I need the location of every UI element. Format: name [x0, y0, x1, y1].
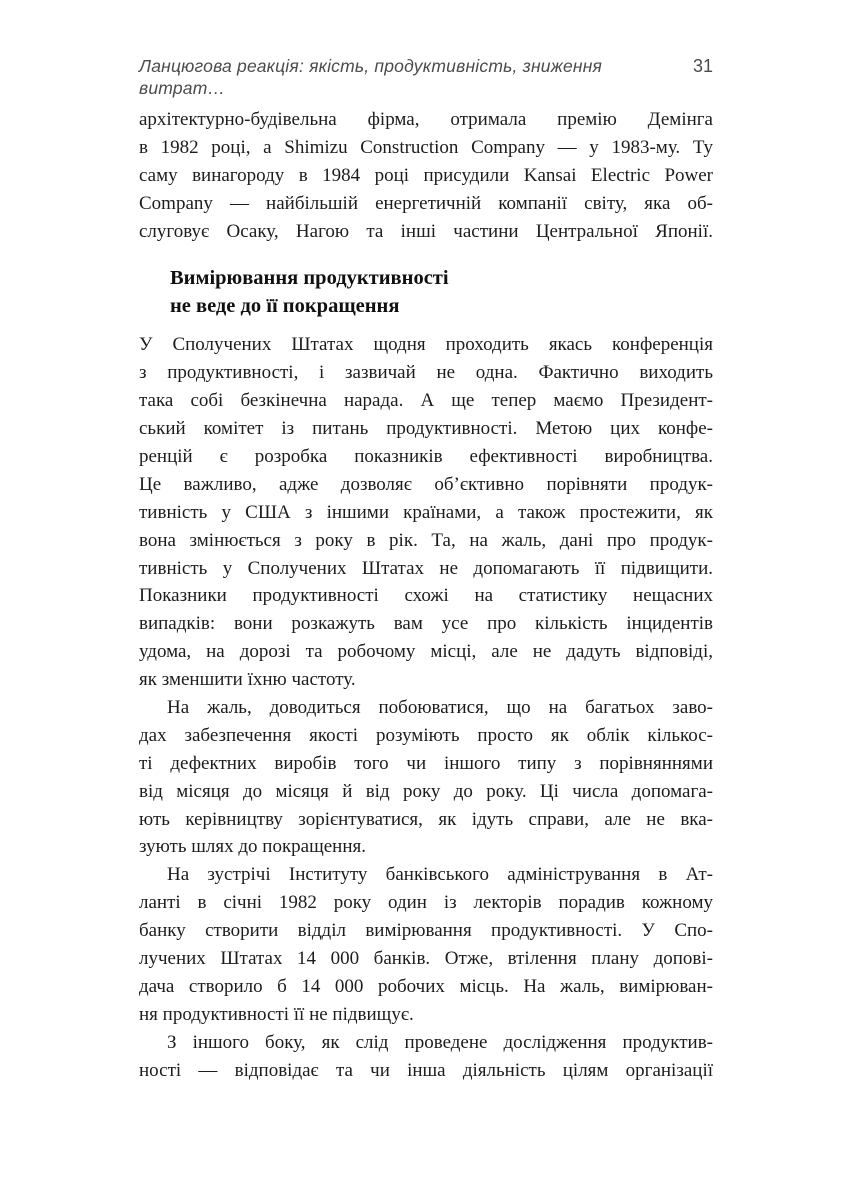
text-line: саму винагороду в 1984 році присудили Kansai Electric Power — [139, 164, 713, 186]
paragraph-bank-institute — [139, 861, 713, 1028]
text-line: ють керівництву зорієнтуватися, як ідуть справи, але не вка- — [139, 808, 713, 830]
text-line: З іншого боку, як слід проведене дослідження продуктив- — [167, 1031, 713, 1053]
page-number: 31 — [692, 56, 713, 76]
text-line: зують шлях до покращення. — [139, 836, 367, 858]
text-line: з продуктивності, і зазвичай не одна. Фактично виходить — [139, 362, 713, 384]
text-line: вона змінюється з року в рік. Та, на жаль, дані про продук- — [139, 529, 713, 551]
paragraph-proper-study — [139, 1029, 713, 1085]
text-line: На жаль, доводиться побоюватися, що на багатьох заво- — [167, 697, 713, 719]
section-heading-line: не веде до її покращення — [170, 295, 400, 318]
text-line: дача створило б 14 000 робочих місць. На жаль, вимірюван- — [139, 975, 713, 997]
text-line: така собі безкінечна нарада. А ще тепер маємо Президент- — [139, 390, 713, 412]
text-line: дах забезпечення якості розуміють просто як облік кількос- — [139, 724, 713, 746]
running-header-title: Ланцюгова реакція: якість, продуктивність, зниження витрат… — [139, 56, 603, 98]
text-line: ланті в січні 1982 року один із лекторів порадив кожному — [139, 892, 713, 914]
text-line: ренцій є розробка показників ефективності виробництва. — [139, 446, 713, 468]
text-line: архітектурно-будівельна фірма, отримала премію Демінга — [139, 109, 713, 130]
text-line: ня продуктивності її не підвищує. — [139, 1003, 414, 1025]
text-line: випадків: вони розкажуть вам усе про кількість інцидентів — [139, 613, 713, 635]
text-line: в 1982 році, а Shimizu Construction Company — у 1983-му. Ту — [139, 136, 713, 158]
paragraph-intro — [139, 106, 713, 245]
text-line: тивність у США з іншими країнами, а також простежити, як — [139, 501, 713, 523]
page-text — [139, 106, 713, 1085]
section-heading — [139, 264, 713, 320]
text-line: удома, на дорозі та робочому місці, але не дадуть відповіді, — [139, 641, 713, 663]
text-line: як зменшити їхню частоту. — [139, 669, 356, 691]
text-line: ті дефектних виробів того чи іншого типу з порівняннями — [139, 752, 713, 774]
text-line: У Сполучених Штатах щодня проходить якась конференція — [139, 334, 713, 356]
paragraph-quality-accounting — [139, 694, 713, 861]
text-line: Показники продуктивності схожі на статистику нещасних — [139, 585, 713, 607]
text-line: від місяця до місяця й від року до року. Ці числа допомага- — [139, 780, 713, 802]
text-line: ський комітет із питань продуктивності. Метою цих конфе- — [139, 418, 713, 440]
text-line: банку створити відділ вимірювання продуктивності. У Спо- — [139, 920, 713, 942]
text-line: тивність у Сполучених Штатах не допомагають її підвищити. — [139, 557, 713, 579]
text-line: ності — відповідає та чи інша діяльність цілям організації — [139, 1059, 713, 1081]
running-header — [139, 55, 713, 99]
section-heading-line: Вимірювання продуктивності — [170, 267, 449, 290]
text-line: лучених Штатах 14 000 банків. Отже, втілення плану допові- — [139, 948, 713, 970]
paragraph-us-conferences — [139, 331, 713, 694]
text-line: слуговує Осаку, Нагою та інші частини Центральної Японії. — [139, 220, 713, 242]
text-line: Company — найбільшій енергетичній компанії світу, яка об- — [139, 192, 713, 214]
text-line: Це важливо, адже дозволяє об’єктивно порівняти продук- — [139, 473, 713, 495]
text-line: На зустрічі Інституту банківського адміністрування в Ат- — [167, 864, 713, 886]
